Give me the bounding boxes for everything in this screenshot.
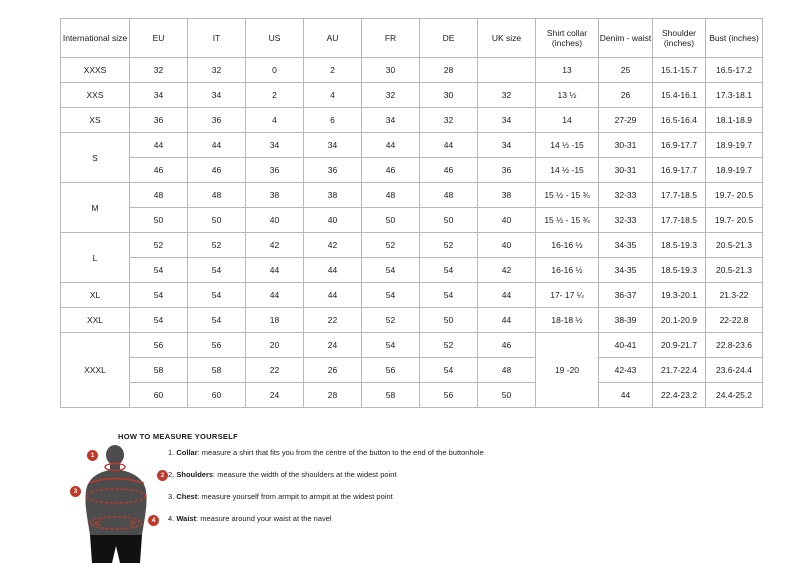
column-header-us: US <box>246 19 304 58</box>
table-cell: 44 <box>246 258 304 283</box>
size-label-cell: S <box>61 133 130 183</box>
table-cell: 16-16 ½ <box>536 258 599 283</box>
item-term: Chest <box>176 492 198 501</box>
table-row <box>61 133 763 158</box>
table-cell: 34-35 <box>599 233 653 258</box>
table-cell: 34 <box>478 133 536 158</box>
table-cell: 22.4-23.2 <box>653 383 706 408</box>
table-cell: 50 <box>130 208 188 233</box>
column-header-denim-waist: Denim - waist <box>599 19 653 58</box>
table-cell: 44 <box>478 283 536 308</box>
table-cell: 50 <box>478 383 536 408</box>
table-cell: 32-33 <box>599 208 653 233</box>
size-label-cell: XXXS <box>61 58 130 83</box>
table-cell: 22-22.8 <box>706 308 763 333</box>
how-to-measure-item <box>168 470 638 480</box>
table-cell: 16.5-16.4 <box>653 108 706 133</box>
table-cell: 36 <box>304 158 362 183</box>
table-cell: 44 <box>188 133 246 158</box>
marker-3-chest: 3 <box>70 486 81 497</box>
table-row <box>61 283 763 308</box>
table-cell: 17.7-18.5 <box>653 208 706 233</box>
table-cell: 40-41 <box>599 333 653 358</box>
table-row <box>61 358 763 383</box>
table-cell: 19 -20 <box>536 333 599 408</box>
table-cell: 44 <box>130 133 188 158</box>
table-cell: 19.7- 20.5 <box>706 183 763 208</box>
table-row <box>61 58 763 83</box>
table-cell: 34 <box>478 108 536 133</box>
how-to-measure-item <box>168 514 638 524</box>
table-row <box>61 83 763 108</box>
size-label-cell: M <box>61 183 130 233</box>
table-cell: 36 <box>188 108 246 133</box>
table-cell: 54 <box>130 258 188 283</box>
table-cell: 32 <box>362 83 420 108</box>
table-cell: 34 <box>130 83 188 108</box>
table-cell: 54 <box>188 283 246 308</box>
table-cell: 18.5-19.3 <box>653 258 706 283</box>
table-cell: 46 <box>130 158 188 183</box>
marker-2-shoulders: 2 <box>157 470 168 481</box>
table-cell: 52 <box>420 233 478 258</box>
table-cell: 24.4-25.2 <box>706 383 763 408</box>
table-cell: 25 <box>599 58 653 83</box>
table-row <box>61 183 763 208</box>
table-cell: 2 <box>246 83 304 108</box>
table-cell: 30-31 <box>599 133 653 158</box>
table-cell: 4 <box>246 108 304 133</box>
marker-1-collar: 1 <box>87 450 98 461</box>
table-cell: 52 <box>362 308 420 333</box>
table-cell: 24 <box>246 383 304 408</box>
table-cell: 52 <box>130 233 188 258</box>
item-term: Shoulders <box>176 470 214 479</box>
column-header-de: DE <box>420 19 478 58</box>
table-cell: 48 <box>188 183 246 208</box>
table-row <box>61 158 763 183</box>
table-cell: 46 <box>478 333 536 358</box>
table-cell: 20.9-21.7 <box>653 333 706 358</box>
table-cell: 54 <box>188 308 246 333</box>
table-cell: 46 <box>188 158 246 183</box>
table-cell: 38 <box>478 183 536 208</box>
table-cell: 42 <box>246 233 304 258</box>
table-cell: 54 <box>420 258 478 283</box>
table-cell: 21.7-22.4 <box>653 358 706 383</box>
size-label-cell: L <box>61 233 130 283</box>
table-cell: 40 <box>304 208 362 233</box>
table-cell: 54 <box>130 283 188 308</box>
table-cell: 16.5-17.2 <box>706 58 763 83</box>
table-row <box>61 383 763 408</box>
table-row <box>61 208 763 233</box>
how-to-measure-title: HOW TO MEASURE YOURSELF <box>118 432 238 441</box>
item-number: 4. <box>168 514 175 523</box>
table-cell: 40 <box>478 233 536 258</box>
table-cell: 26 <box>304 358 362 383</box>
table-cell: 19.7- 20.5 <box>706 208 763 233</box>
table-cell: 36-37 <box>599 283 653 308</box>
table-cell: 44 <box>362 133 420 158</box>
table-cell: 50 <box>362 208 420 233</box>
table-cell: 14 <box>536 108 599 133</box>
table-body <box>61 58 763 408</box>
table-cell: 60 <box>188 383 246 408</box>
table-cell: 54 <box>420 283 478 308</box>
measurement-figure-illustration <box>60 443 180 566</box>
table-cell: 32 <box>130 58 188 83</box>
table-cell: 20.5-21.3 <box>706 258 763 283</box>
table-cell: 34 <box>188 83 246 108</box>
table-header-row <box>61 19 763 58</box>
table-cell: 15 ½ - 15 ¾ <box>536 183 599 208</box>
table-cell: 48 <box>130 183 188 208</box>
size-label-cell: XS <box>61 108 130 133</box>
table-cell: 48 <box>420 183 478 208</box>
table-cell: 28 <box>304 383 362 408</box>
table-row <box>61 258 763 283</box>
table-cell: 22 <box>304 308 362 333</box>
table-cell: 56 <box>130 333 188 358</box>
table-cell: 15.1-15.7 <box>653 58 706 83</box>
table-row <box>61 108 763 133</box>
table-cell: 18.9-19.7 <box>706 133 763 158</box>
table-cell: 54 <box>362 333 420 358</box>
table-cell: 44 <box>599 383 653 408</box>
column-header-bust: Bust (inches) <box>706 19 763 58</box>
table-cell: 38 <box>304 183 362 208</box>
table-cell: 50 <box>420 208 478 233</box>
body-diagram-icon <box>60 443 180 566</box>
table-cell: 42 <box>478 258 536 283</box>
table-cell: 13 ½ <box>536 83 599 108</box>
column-header-it: IT <box>188 19 246 58</box>
table-cell: 4 <box>304 83 362 108</box>
table-cell: 40 <box>246 208 304 233</box>
table-cell: 20 <box>246 333 304 358</box>
marker-4-waist: 4 <box>148 515 159 526</box>
column-header-eu: EU <box>130 19 188 58</box>
column-header-uk-size: UK size <box>478 19 536 58</box>
size-label-cell: XXXL <box>61 333 130 408</box>
table-cell: 36 <box>246 158 304 183</box>
table-cell: 18.5-19.3 <box>653 233 706 258</box>
table-cell: 58 <box>188 358 246 383</box>
table-cell: 58 <box>362 383 420 408</box>
table-cell: 18 <box>246 308 304 333</box>
table-cell: 42 <box>304 233 362 258</box>
table-cell: 34 <box>246 133 304 158</box>
table-cell: 26 <box>599 83 653 108</box>
item-number: 1. <box>168 448 175 457</box>
table-cell: 28 <box>420 58 478 83</box>
table-cell: 44 <box>304 283 362 308</box>
table-cell: 52 <box>362 233 420 258</box>
table-cell: 15.4-16.1 <box>653 83 706 108</box>
table-cell: 50 <box>188 208 246 233</box>
size-label-cell: XL <box>61 283 130 308</box>
item-text: : measure a shirt that fits you from the centre of the button to the end of the buttonhole <box>197 448 484 457</box>
table-cell: 27-29 <box>599 108 653 133</box>
table-cell: 19.3-20.1 <box>653 283 706 308</box>
item-term: Waist <box>176 514 197 523</box>
table-cell: 16.9-17.7 <box>653 158 706 183</box>
table-cell: 30 <box>362 58 420 83</box>
table-cell: 32 <box>478 83 536 108</box>
table-row <box>61 308 763 333</box>
table-cell: 60 <box>130 383 188 408</box>
table-cell: 23.6-24.4 <box>706 358 763 383</box>
table-cell: 18.1-18.9 <box>706 108 763 133</box>
table-cell: 50 <box>420 308 478 333</box>
table-cell: 0 <box>246 58 304 83</box>
table-header <box>61 19 763 58</box>
column-header-shoulder: Shoulder (inches) <box>653 19 706 58</box>
table-cell: 46 <box>362 158 420 183</box>
table-cell: 54 <box>362 258 420 283</box>
column-header-fr: FR <box>362 19 420 58</box>
table-cell: 42-43 <box>599 358 653 383</box>
table-cell: 48 <box>478 358 536 383</box>
how-to-measure-item <box>168 492 638 502</box>
table-cell: 34 <box>362 108 420 133</box>
column-header-international-size: International size <box>61 19 130 58</box>
table-cell: 44 <box>420 133 478 158</box>
table-cell: 14 ½ -15 <box>536 133 599 158</box>
table-cell: 14 ½ -15 <box>536 158 599 183</box>
table-cell: 56 <box>188 333 246 358</box>
table-cell: 13 <box>536 58 599 83</box>
table-cell: 17.7-18.5 <box>653 183 706 208</box>
how-to-measure-list <box>168 448 638 536</box>
table-row <box>61 233 763 258</box>
table-cell: 44 <box>246 283 304 308</box>
table-cell: 36 <box>130 108 188 133</box>
how-to-measure-item <box>168 448 638 458</box>
table-cell: 36 <box>478 158 536 183</box>
table-cell: 6 <box>304 108 362 133</box>
table-cell: 46 <box>420 158 478 183</box>
column-header-shirt-collar: Shirt collar (inches) <box>536 19 599 58</box>
table-cell: 18.9-19.7 <box>706 158 763 183</box>
table-cell: 38-39 <box>599 308 653 333</box>
table-cell: 48 <box>362 183 420 208</box>
table-cell: 15 ½ - 15 ¾ <box>536 208 599 233</box>
table-cell: 44 <box>478 308 536 333</box>
table-cell: 30-31 <box>599 158 653 183</box>
table-cell: 52 <box>420 333 478 358</box>
table-cell: 16-16 ½ <box>536 233 599 258</box>
table-cell: 20.1-20.9 <box>653 308 706 333</box>
item-number: 3. <box>168 492 175 501</box>
table-cell: 54 <box>130 308 188 333</box>
table-cell: 52 <box>188 233 246 258</box>
table-cell: 17- 17 ¼ <box>536 283 599 308</box>
table-cell: 17.3-18.1 <box>706 83 763 108</box>
size-label-cell: XXS <box>61 83 130 108</box>
table-cell: 54 <box>420 358 478 383</box>
table-cell: 32-33 <box>599 183 653 208</box>
size-chart-table <box>60 18 763 408</box>
item-term: Collar <box>176 448 198 457</box>
table-cell: 54 <box>362 283 420 308</box>
table-cell: 32 <box>188 58 246 83</box>
table-cell: 30 <box>420 83 478 108</box>
table-cell: 32 <box>420 108 478 133</box>
table-cell: 18-18 ½ <box>536 308 599 333</box>
table-cell: 21.3-22 <box>706 283 763 308</box>
item-number: 2. <box>168 470 175 479</box>
item-text: : measure the width of the shoulders at the widest point <box>213 470 397 479</box>
size-label-cell: XXL <box>61 308 130 333</box>
table-cell: 24 <box>304 333 362 358</box>
table-cell: 40 <box>478 208 536 233</box>
table-cell <box>478 58 536 83</box>
item-text: : measure around your waist at the navel <box>196 514 332 523</box>
table-cell: 56 <box>362 358 420 383</box>
table-cell: 44 <box>304 258 362 283</box>
table-row <box>61 333 763 358</box>
item-text: : measure yourself from armpit to armpit at the widest point <box>197 492 393 501</box>
table-cell: 2 <box>304 58 362 83</box>
table-cell: 38 <box>246 183 304 208</box>
table-cell: 58 <box>130 358 188 383</box>
table-cell: 34-35 <box>599 258 653 283</box>
column-header-au: AU <box>304 19 362 58</box>
table-cell: 54 <box>188 258 246 283</box>
table-cell: 20.5-21.3 <box>706 233 763 258</box>
table-cell: 56 <box>420 383 478 408</box>
table-cell: 34 <box>304 133 362 158</box>
table-cell: 22.8-23.6 <box>706 333 763 358</box>
table-cell: 22 <box>246 358 304 383</box>
table-cell: 16.9-17.7 <box>653 133 706 158</box>
